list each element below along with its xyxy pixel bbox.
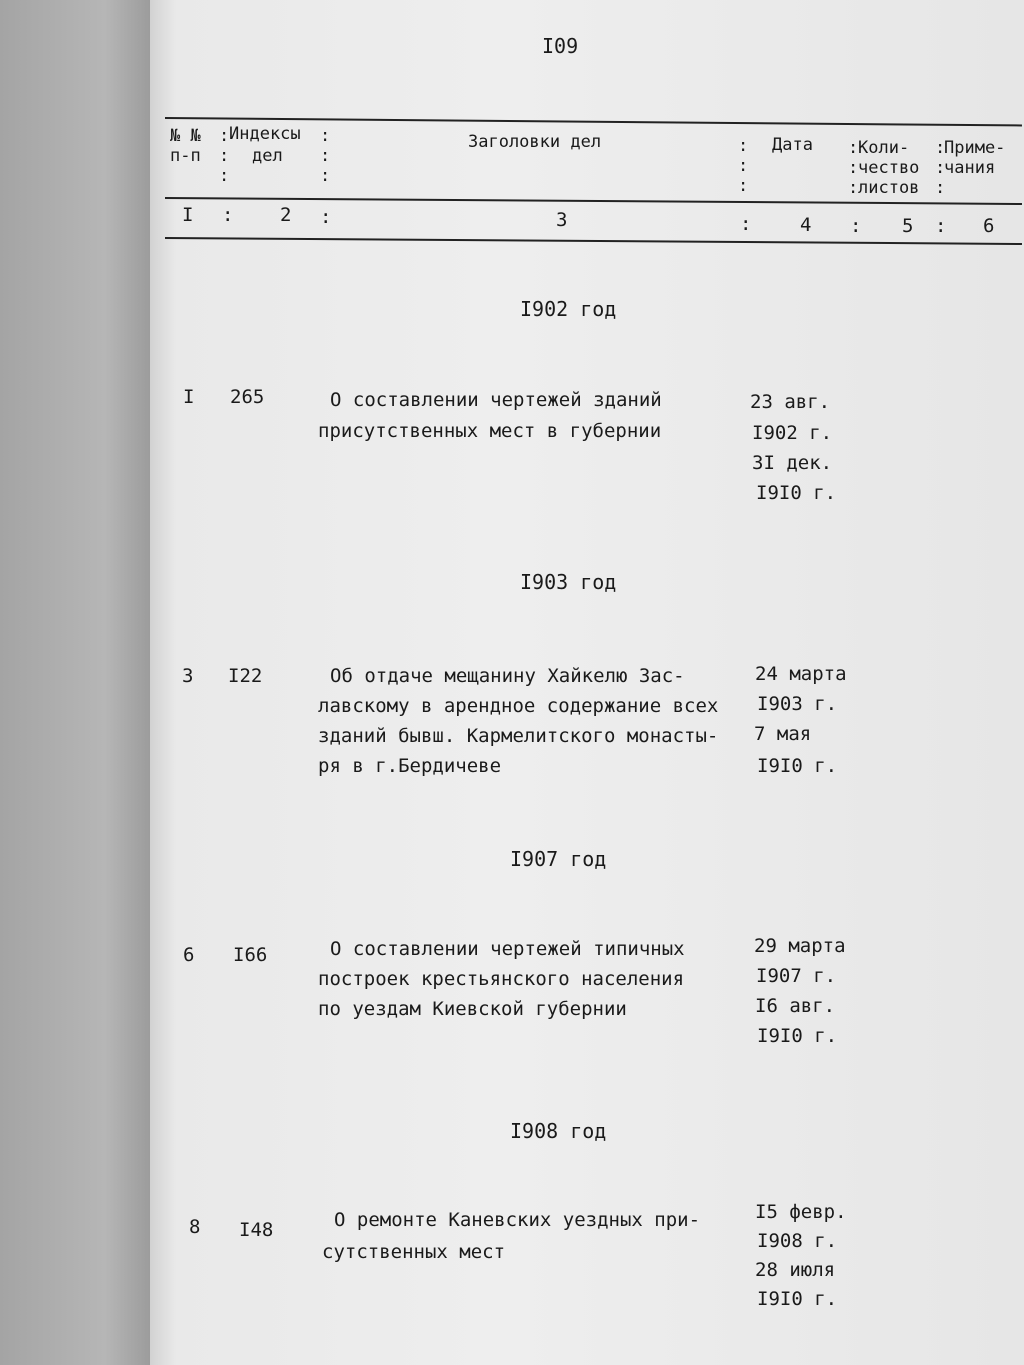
page-number: I09 (542, 34, 579, 58)
entry-title-line: О составлении чертежей зданий (330, 389, 662, 411)
entry-title-line: присутственных мест в губернии (318, 420, 662, 442)
header-col-index-2: дел (252, 146, 283, 166)
colnum-2: 2 (280, 204, 292, 226)
colnum-6: 6 (983, 215, 995, 237)
header-col-number-1: № № (170, 126, 201, 146)
header-col-count-1: Коли- (858, 138, 910, 158)
header-col-count-3: листов (858, 178, 920, 198)
colnum-sep-4: : (850, 215, 862, 237)
entry-date: 28 июля (755, 1259, 836, 1281)
entry-date: 7 мая (754, 723, 812, 745)
year-heading-1907: I907 год (510, 847, 607, 871)
facing-page-edge (0, 0, 150, 1365)
header-col-notes-1: Приме- (944, 138, 1006, 158)
header-sep-1: : : : (219, 126, 230, 186)
entry-date: I9I0 г. (756, 482, 837, 504)
header-sep-3: : : : (738, 136, 749, 196)
header-col-date: Дата (772, 135, 813, 155)
colnum-sep-5: : (935, 215, 947, 237)
entry-date: I902 г. (752, 422, 833, 444)
year-heading-1908: I908 год (510, 1119, 607, 1143)
colnum-sep-3: : (740, 213, 752, 235)
colnum-3: 3 (556, 209, 568, 231)
entry-number: 3 (182, 665, 194, 687)
colnum-sep-2: : (320, 206, 332, 228)
header-col-count-2: чество (858, 158, 920, 178)
entry-date: I908 г. (757, 1230, 838, 1252)
entry-title-line: лавскому в арендное содержание всех (318, 695, 719, 717)
entry-date: 23 авг. (750, 391, 831, 413)
entry-date: 29 марта (754, 935, 846, 957)
header-sep-2: : : : (320, 126, 331, 186)
entry-title-line: Об отдаче мещанину Хайкелю Зас- (330, 665, 685, 687)
header-sep-5: : : : (935, 138, 946, 198)
entry-date: I9I0 г. (757, 755, 838, 777)
entry-number: I (183, 386, 195, 408)
colnum-1: I (182, 204, 194, 226)
colnum-5: 5 (902, 215, 914, 237)
colnum-4: 4 (800, 214, 812, 236)
header-sep-4: : : : (848, 138, 859, 198)
colnum-sep-1: : (222, 204, 234, 226)
entry-date: I9I0 г. (757, 1288, 838, 1310)
entry-title-line: построек крестьянского населения (318, 968, 685, 990)
entry-date: 3I дек. (752, 452, 833, 474)
entry-date: I9I0 г. (757, 1025, 838, 1047)
header-col-notes-2: чания (944, 158, 996, 178)
year-heading-1903: I903 год (520, 570, 617, 594)
entry-index: I66 (233, 944, 268, 966)
entry-date: I907 г. (756, 965, 837, 987)
entry-number: 6 (183, 944, 195, 966)
entry-title-line: зданий бывш. Кармелитского монасты- (318, 725, 719, 747)
entry-title-line: сутственных мест (322, 1241, 506, 1263)
entry-title-line: О ремонте Каневских уездных при- (334, 1209, 701, 1231)
header-col-index-1: Индексы (229, 124, 301, 144)
entry-date: I5 февр. (755, 1201, 847, 1223)
header-col-number-2: п-п (170, 146, 201, 166)
entry-number: 8 (189, 1216, 201, 1238)
entry-date: 24 марта (755, 663, 847, 685)
header-col-title: Заголовки дел (468, 132, 602, 152)
year-heading-1902: I902 год (520, 297, 617, 321)
entry-index: I22 (228, 665, 263, 687)
entry-title-line: по уездам Киевской губернии (318, 998, 627, 1020)
entry-index: I48 (239, 1219, 274, 1241)
entry-index: 265 (230, 386, 265, 408)
entry-date: I6 авг. (755, 995, 836, 1017)
entry-title-line: О составлении чертежей типичных (330, 938, 685, 960)
entry-title-line: ря в г.Бердичеве (318, 755, 502, 777)
entry-date: I903 г. (757, 693, 838, 715)
